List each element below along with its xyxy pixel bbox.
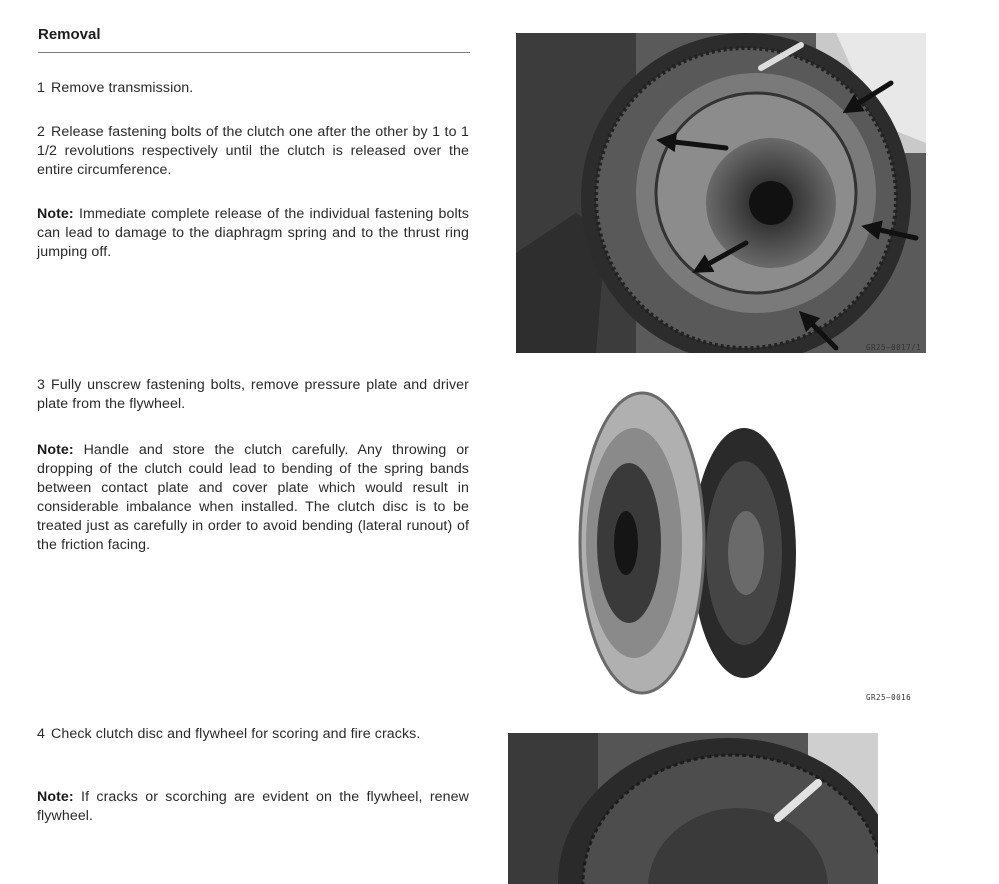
step-number: 2 [37,124,45,140]
step-number: 4 [37,726,45,742]
figure-caption: GR25–0016 [866,693,912,702]
note-2 [37,441,469,555]
flywheel-photo [508,733,878,884]
step-2 [37,123,469,180]
note-label: Note: [37,442,74,458]
note-3 [37,788,469,826]
clutch-removed-photo [574,383,802,695]
clutch-installed-photo [516,33,926,353]
note-1 [37,205,469,262]
step-3 [37,376,469,414]
note-text: If cracks or scorching are evident on the flywheel, renew flywheel. [37,789,469,824]
figure-caption: GR25–0017/1 [866,343,922,352]
step-text: Fully unscrew fastening bolts, remove pressure plate and driver plate from the flywheel. [37,377,469,412]
step-number: 1 [37,80,45,96]
step-4 [37,725,469,744]
step-1 [37,79,469,98]
note-label: Note: [37,789,74,805]
section-heading: Removal [38,26,470,53]
step-number: 3 [37,377,45,393]
note-label: Note: [37,206,74,222]
step-text: Remove transmission. [51,80,194,96]
step-text: Release fastening bolts of the clutch one after the other by 1 to 1 1/2 revolutions respectively until the clutch is released over the entire circumference. [37,124,469,178]
note-text: Handle and store the clutch carefully. Any throwing or dropping of the clutch could lead to bending of the spring bands between contact plate and cover plate which would result in considerable imbalance when installed. The clutch disc is to be treated just as carefully in order to avoid bending (lateral runout) of the friction facing. [37,442,470,553]
step-text: Check clutch disc and flywheel for scoring and fire cracks. [51,726,421,742]
note-text: Immediate complete release of the individual fastening bolts can lead to damage to the diaphragm spring and to the thrust ring jumping off. [37,206,469,260]
